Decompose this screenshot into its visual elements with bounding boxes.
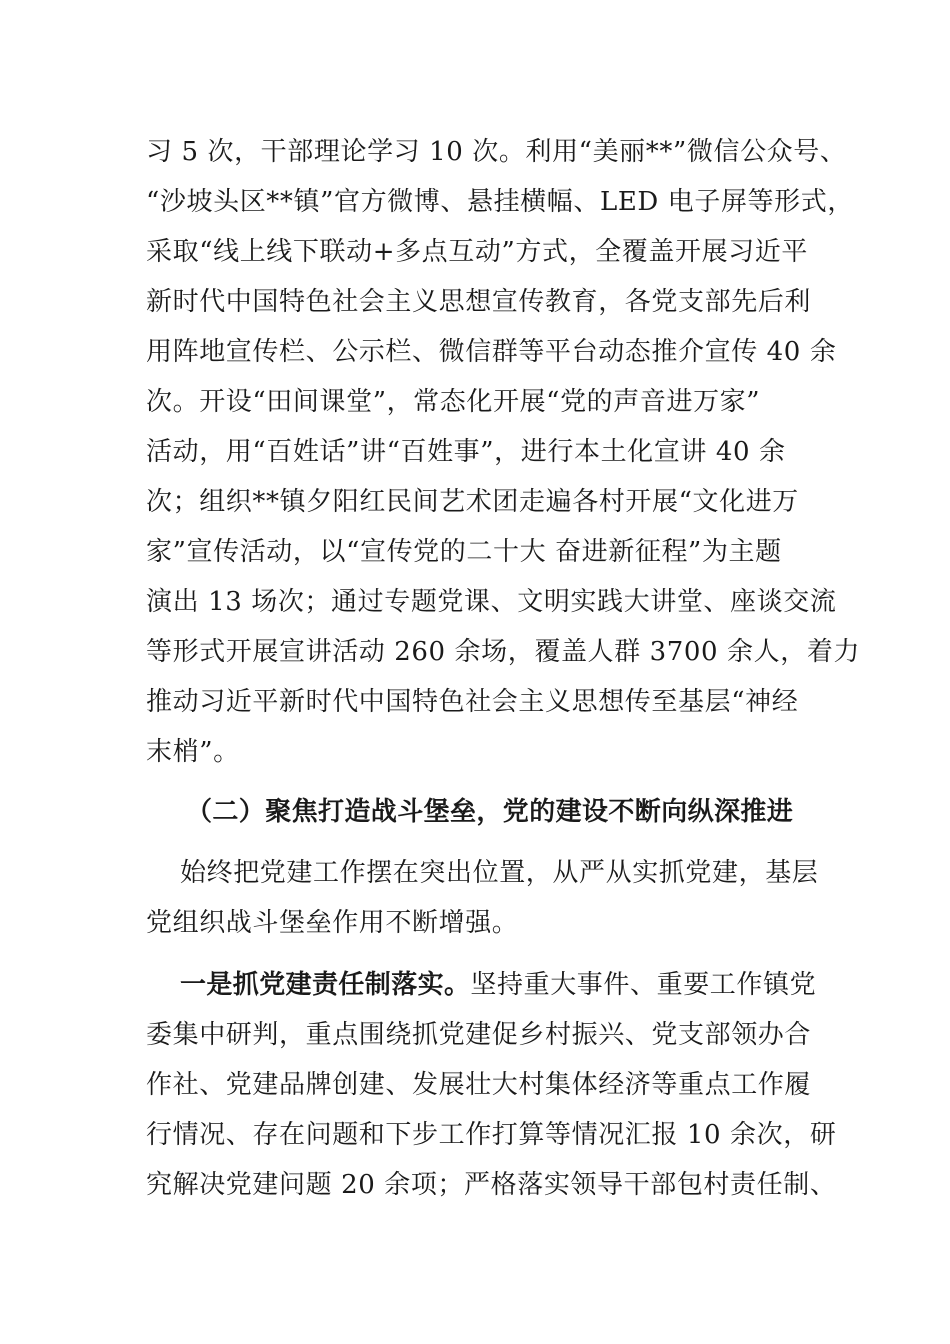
paragraph-line: 始终把党建工作摆在突出位置，从严从实抓党建，基层 [180,858,819,888]
paragraph-line: 究解决党建问题 20 余项；严格落实领导干部包村责任制、 [146,1170,837,1200]
paragraph-line: 采取“线上线下联动+多点互动”方式，全覆盖开展习近平 [146,237,808,267]
paragraph-line: 习 5 次，干部理论学习 10 次。利用“美丽**”微信公众号、 [146,137,847,167]
paragraph-line: 末梢”。 [146,737,240,767]
paragraph-line: 用阵地宣传栏、公示栏、微信群等平台动态推介宣传 40 余 [146,337,837,367]
paragraph-line: “沙坡头区**镇”官方微博、悬挂横幅、LED 电子屏等形式， [146,187,854,217]
paragraph-line: 委集中研判，重点围绕抓党建促乡村振兴、党支部领办合 [146,1020,812,1050]
point-first-line-rest: 坚持重大事件、重要工作镇党 [470,970,817,1000]
paragraph-line: 家”宣传活动，以“宣传党的二十大 奋进新征程”为主题 [146,537,782,567]
paragraph-line: 党组织战斗堡垒作用不断增强。 [146,908,519,938]
paragraph-line: 活动，用“百姓话”讲“百姓事”，进行本土化宣讲 40 余 [146,437,786,467]
section-heading: （二）聚焦打造战斗堡垒，党的建设不断向纵深推进 [186,797,794,827]
paragraph-line: 演出 13 场次；通过专题党课、文明实践大讲堂、座谈交流 [146,587,837,617]
paragraph-line: 等形式开展宣讲活动 260 余场，覆盖人群 3700 余人，着力 [146,637,861,667]
paragraph-line: 次。开设“田间课堂”，常态化开展“党的声音进万家” [146,387,761,417]
paragraph-line: 次；组织**镇夕阳红民间艺术团走遍各村开展“文化进万 [146,487,799,517]
paragraph-line: 行情况、存在问题和下步工作打算等情况汇报 10 余次，研 [146,1120,837,1150]
paragraph-line: 推动习近平新时代中国特色社会主义思想传至基层“神经 [146,687,799,717]
paragraph-line: 新时代中国特色社会主义思想宣传教育，各党支部先后利 [146,287,812,317]
point-first-line [180,968,860,1002]
paragraph-line: 作社、党建品牌创建、发展壮大村集体经济等重点工作履 [146,1070,812,1100]
point-lead: 一是抓党建责任制落实。 [180,970,471,1000]
